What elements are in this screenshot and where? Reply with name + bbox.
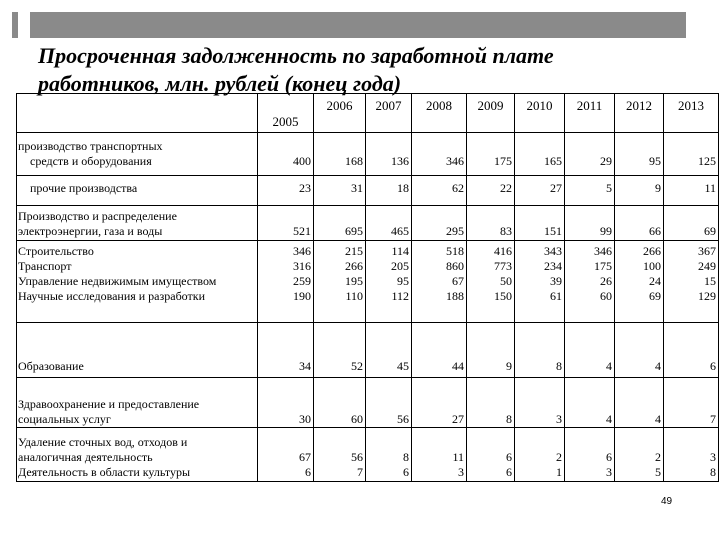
- value-text: 66: [649, 224, 661, 238]
- value-text: 3: [556, 412, 562, 426]
- value-cell: [366, 133, 412, 176]
- value-text: 1: [556, 465, 562, 479]
- value-text: 95: [397, 274, 409, 288]
- value-cell: [258, 428, 314, 482]
- value-text: 259: [293, 274, 311, 288]
- row-label-line: Деятельность в области культуры: [18, 465, 191, 479]
- value-cell: [467, 428, 515, 482]
- value-cell: [412, 176, 467, 206]
- value-text: 316: [293, 259, 311, 273]
- title-line-2: работников, млн. рублей (конец года): [38, 71, 402, 96]
- value-cell: [467, 176, 515, 206]
- value-text: 27: [452, 412, 464, 426]
- value-text: 2: [556, 450, 562, 464]
- value-cell: [664, 133, 719, 176]
- value-text: 129: [698, 289, 716, 303]
- value-text: 215: [345, 244, 363, 258]
- value-cell: [565, 176, 615, 206]
- year-header: 2012: [615, 94, 664, 133]
- value-cell: [565, 323, 615, 378]
- value-text: 346: [293, 244, 311, 258]
- value-cell: [467, 378, 515, 428]
- value-text: 6: [403, 465, 409, 479]
- value-text: 518: [446, 244, 464, 258]
- value-text: 27: [550, 181, 562, 195]
- value-cell: [515, 428, 565, 482]
- value-text: 15: [704, 274, 716, 288]
- table-row: [17, 241, 719, 323]
- value-cell: [366, 206, 412, 241]
- arrears-table: [16, 93, 719, 482]
- value-text: 4: [606, 412, 612, 426]
- value-text: 39: [550, 274, 562, 288]
- value-text: 6: [506, 465, 512, 479]
- value-cell: [615, 206, 664, 241]
- value-text: 205: [391, 259, 409, 273]
- value-cell: [412, 323, 467, 378]
- value-text: 62: [452, 181, 464, 195]
- value-cell: [258, 206, 314, 241]
- row-label-line: Производство и распределение: [18, 209, 177, 223]
- table-row: [17, 378, 719, 428]
- year-header: 2007: [366, 94, 412, 133]
- value-text: 11: [452, 450, 464, 464]
- value-cell: [366, 428, 412, 482]
- row-label: [17, 241, 258, 323]
- value-text: 175: [594, 259, 612, 273]
- value-text: 266: [345, 259, 363, 273]
- value-text: 4: [606, 359, 612, 373]
- row-label-line: производство транспортных: [18, 139, 163, 153]
- value-text: 83: [500, 224, 512, 238]
- value-cell: [615, 133, 664, 176]
- value-text: 110: [345, 289, 363, 303]
- value-cell: [615, 323, 664, 378]
- page-title: [38, 42, 698, 98]
- value-text: 125: [698, 154, 716, 168]
- value-text: 6: [305, 465, 311, 479]
- year-header: 2008: [412, 94, 467, 133]
- value-text: 23: [299, 181, 311, 195]
- value-cell: [664, 241, 719, 323]
- value-text: 31: [351, 181, 363, 195]
- table-row: [17, 206, 719, 241]
- table-row: [17, 323, 719, 378]
- value-text: 4: [655, 412, 661, 426]
- value-cell: [314, 133, 366, 176]
- value-text: 416: [494, 244, 512, 258]
- value-text: 22: [500, 181, 512, 195]
- year-header: 2006: [314, 94, 366, 133]
- value-text: 30: [299, 412, 311, 426]
- value-text: 195: [345, 274, 363, 288]
- value-cell: [664, 176, 719, 206]
- value-text: 61: [550, 289, 562, 303]
- row-label-line: Строительство: [18, 244, 94, 258]
- value-text: 3: [458, 465, 464, 479]
- value-cell: [412, 378, 467, 428]
- value-cell: [412, 206, 467, 241]
- value-cell: [565, 133, 615, 176]
- value-cell: [258, 133, 314, 176]
- value-text: 56: [397, 412, 409, 426]
- title-line-1: Просроченная задолженность по заработной плате: [38, 43, 554, 68]
- value-cell: [412, 241, 467, 323]
- value-cell: [258, 378, 314, 428]
- value-text: 150: [494, 289, 512, 303]
- row-label: [17, 133, 258, 176]
- value-text: 190: [293, 289, 311, 303]
- value-cell: [412, 133, 467, 176]
- decor-bar-left: [12, 12, 18, 38]
- value-text: 7: [357, 465, 363, 479]
- row-label-line: Транспорт: [18, 259, 72, 273]
- value-cell: [515, 323, 565, 378]
- year-header: 2005: [258, 94, 314, 133]
- value-text: 343: [544, 244, 562, 258]
- value-cell: [515, 378, 565, 428]
- value-text: 69: [649, 289, 661, 303]
- value-cell: [258, 176, 314, 206]
- value-cell: [467, 323, 515, 378]
- value-cell: [366, 378, 412, 428]
- value-cell: [412, 428, 467, 482]
- value-text: 346: [594, 244, 612, 258]
- value-text: 114: [391, 244, 409, 258]
- value-text: 52: [351, 359, 363, 373]
- header-row: [17, 94, 719, 133]
- value-text: 2: [655, 450, 661, 464]
- row-label: [17, 206, 258, 241]
- value-text: 136: [391, 154, 409, 168]
- value-text: 346: [446, 154, 464, 168]
- value-text: 60: [600, 289, 612, 303]
- value-cell: [366, 323, 412, 378]
- value-text: 9: [655, 181, 661, 195]
- value-cell: [515, 206, 565, 241]
- year-header: 2013: [664, 94, 719, 133]
- value-text: 773: [494, 259, 512, 273]
- value-cell: [366, 176, 412, 206]
- value-text: 266: [643, 244, 661, 258]
- value-text: 695: [345, 224, 363, 238]
- value-text: 100: [643, 259, 661, 273]
- value-cell: [314, 241, 366, 323]
- row-label-line: Управление недвижимым имуществом: [18, 274, 217, 288]
- value-cell: [467, 206, 515, 241]
- value-text: 249: [698, 259, 716, 273]
- value-text: 151: [544, 224, 562, 238]
- value-text: 521: [293, 224, 311, 238]
- year-header: 2009: [467, 94, 515, 133]
- value-text: 400: [293, 154, 311, 168]
- row-label-line: социальных услуг: [18, 412, 111, 426]
- value-text: 67: [452, 274, 464, 288]
- value-cell: [664, 206, 719, 241]
- value-cell: [314, 428, 366, 482]
- value-text: 95: [649, 154, 661, 168]
- row-label-line: Научные исследования и разработки: [18, 289, 206, 303]
- value-text: 234: [544, 259, 562, 273]
- row-label: [17, 378, 258, 428]
- value-text: 45: [397, 359, 409, 373]
- value-cell: [314, 176, 366, 206]
- year-header: 2010: [515, 94, 565, 133]
- value-cell: [565, 428, 615, 482]
- row-label-line: Образование: [18, 359, 84, 373]
- value-text: 44: [452, 359, 464, 373]
- value-text: 6: [606, 450, 612, 464]
- value-cell: [314, 323, 366, 378]
- value-text: 9: [506, 359, 512, 373]
- value-text: 56: [351, 450, 363, 464]
- value-text: 7: [710, 412, 716, 426]
- value-text: 34: [299, 359, 311, 373]
- value-text: 3: [606, 465, 612, 479]
- value-text: 165: [544, 154, 562, 168]
- value-text: 175: [494, 154, 512, 168]
- value-cell: [258, 323, 314, 378]
- value-text: 860: [446, 259, 464, 273]
- value-cell: [515, 241, 565, 323]
- value-cell: [314, 206, 366, 241]
- value-cell: [467, 241, 515, 323]
- value-text: 3: [710, 450, 716, 464]
- value-text: 168: [345, 154, 363, 168]
- value-cell: [366, 241, 412, 323]
- value-cell: [664, 428, 719, 482]
- value-cell: [664, 323, 719, 378]
- value-text: 60: [351, 412, 363, 426]
- value-text: 50: [500, 274, 512, 288]
- value-text: 188: [446, 289, 464, 303]
- value-text: 8: [403, 450, 409, 464]
- table-body: [17, 133, 719, 482]
- row-label: [17, 323, 258, 378]
- value-text: 367: [698, 244, 716, 258]
- value-text: 67: [299, 450, 311, 464]
- row-label: [17, 428, 258, 482]
- value-cell: [615, 176, 664, 206]
- row-label-line: аналогичная деятельность: [18, 450, 153, 464]
- value-cell: [615, 241, 664, 323]
- value-cell: [314, 378, 366, 428]
- value-cell: [615, 428, 664, 482]
- decor-bar-top: [30, 12, 686, 38]
- value-text: 8: [710, 465, 716, 479]
- value-text: 295: [446, 224, 464, 238]
- row-label: [17, 176, 258, 206]
- value-text: 69: [704, 224, 716, 238]
- value-text: 8: [556, 359, 562, 373]
- value-text: 11: [704, 181, 716, 195]
- row-label-line: прочие производства: [30, 181, 138, 195]
- row-label-line: электроэнергии, газа и воды: [18, 224, 163, 238]
- value-cell: [565, 241, 615, 323]
- row-label-line: Здравоохранение и предоставление: [18, 397, 200, 411]
- value-text: 26: [600, 274, 612, 288]
- value-text: 29: [600, 154, 612, 168]
- year-header: 2011: [565, 94, 615, 133]
- value-text: 99: [600, 224, 612, 238]
- value-text: 24: [649, 274, 661, 288]
- value-cell: [615, 378, 664, 428]
- row-label-line: Удаление сточных вод, отходов и: [18, 435, 188, 449]
- value-cell: [258, 241, 314, 323]
- value-cell: [565, 206, 615, 241]
- value-text: 5: [655, 465, 661, 479]
- value-text: 8: [506, 412, 512, 426]
- value-text: 18: [397, 181, 409, 195]
- value-text: 4: [655, 359, 661, 373]
- value-text: 112: [391, 289, 409, 303]
- value-cell: [515, 133, 565, 176]
- label-header-cell: [17, 94, 258, 133]
- value-cell: [664, 378, 719, 428]
- page-number: 49: [661, 496, 673, 507]
- table-row: [17, 176, 719, 206]
- row-label-line: средств и оборудования: [30, 154, 152, 168]
- table-row: [17, 133, 719, 176]
- value-cell: [565, 378, 615, 428]
- value-text: 5: [606, 181, 612, 195]
- value-text: 6: [710, 359, 716, 373]
- value-cell: [467, 133, 515, 176]
- table-row: [17, 428, 719, 482]
- value-text: 465: [391, 224, 409, 238]
- value-cell: [515, 176, 565, 206]
- value-text: 6: [506, 450, 512, 464]
